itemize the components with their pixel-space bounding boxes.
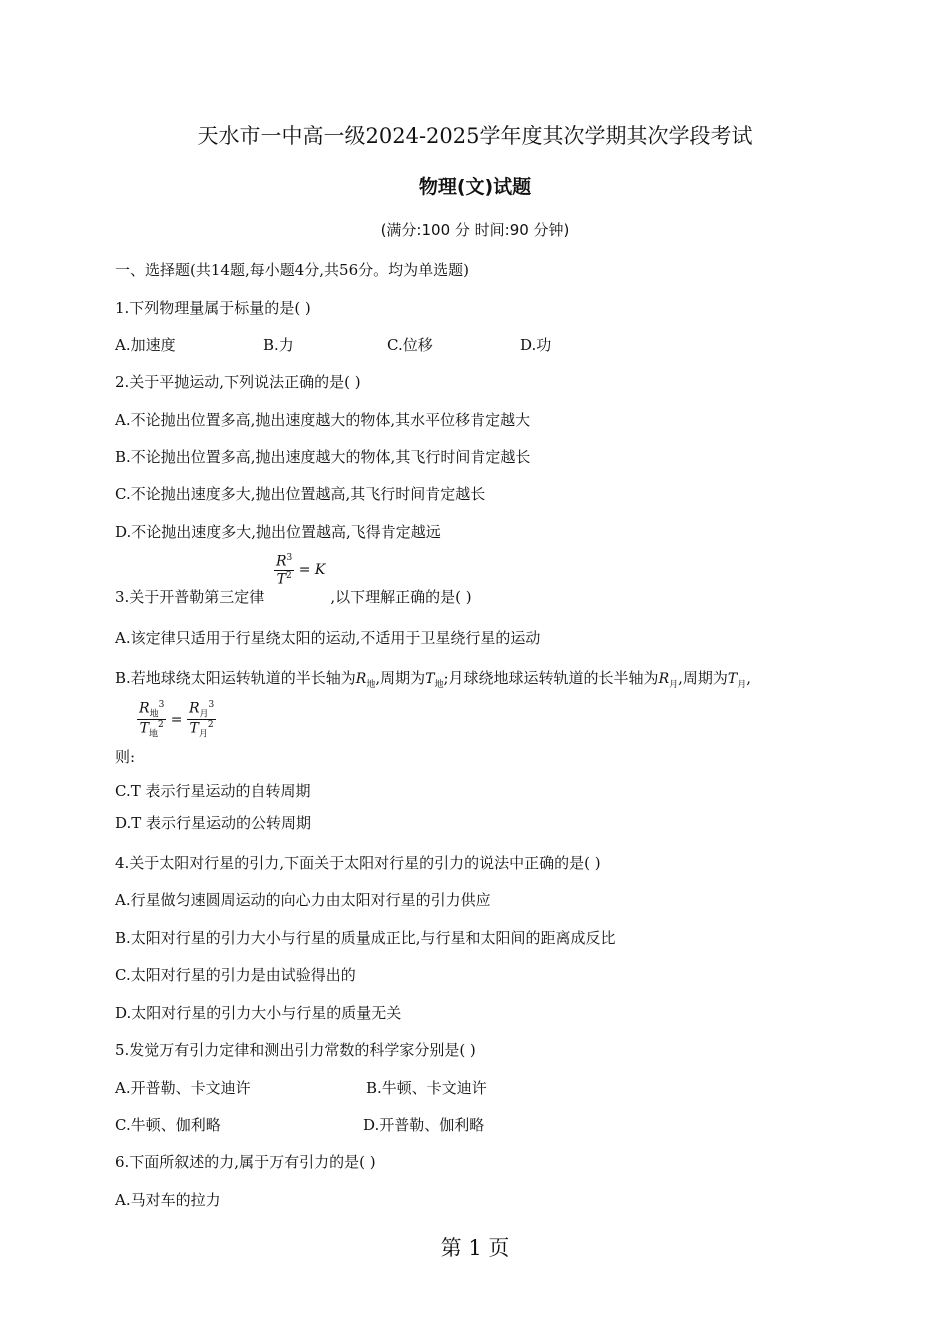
q3-option-d: D.T 表示行星运动的公转周期 <box>115 814 312 832</box>
q3-option-a: A.该定律只适用于行星绕太阳的运动,不适用于卫星绕行星的运动 <box>115 629 541 647</box>
q4-option-b: B.太阳对行星的引力大小与行星的质量成正比,与行星和太阳间的距离成反比 <box>115 929 616 947</box>
q3-then: 则: <box>115 748 136 766</box>
q5-stem: 5.发觉万有引力定律和测出引力常数的科学家分别是( ) <box>115 1041 476 1059</box>
q1-option-d: D.功 <box>520 336 552 354</box>
q3-stem-suffix: ,以下理解正确的是( ) <box>330 588 472 606</box>
q4-stem: 4.关于太阳对行星的引力,下面关于太阳对行星的引力的说法中正确的是( ) <box>115 854 601 872</box>
q5-option-c: C.牛顿、伽利略 <box>115 1116 221 1134</box>
q3-stem-prefix: 3.关于开普勒第三定律 <box>115 588 265 606</box>
page-number: 第 1 页 <box>440 1236 510 1260</box>
q2-option-a: A.不论抛出位置多高,抛出速度越大的物体,其水平位移肯定越大 <box>115 411 531 429</box>
kepler-rhs: = K <box>298 562 326 579</box>
q3-option-c: C.T 表示行星运动的自转周期 <box>115 782 311 800</box>
q5-option-d: D.开普勒、伽利略 <box>363 1116 485 1134</box>
q4-option-a: A.行星做匀速圆周运动的向心力由太阳对行星的引力供应 <box>115 891 491 909</box>
q1-option-b: B.力 <box>263 336 294 354</box>
q2-stem: 2.关于平抛运动,下列说法正确的是( ) <box>115 373 361 391</box>
q1-option-c: C.位移 <box>387 336 433 354</box>
q6-stem: 6.下面所叙述的力,属于万有引力的是( ) <box>115 1153 376 1171</box>
q1-option-a: A.加速度 <box>115 336 176 354</box>
q3-stem <box>115 587 472 607</box>
section-heading: 一、选择题(共14题,每小题4分,共56分。均为单选题) <box>115 261 469 279</box>
kepler-ratio <box>137 700 216 740</box>
q2-option-b: B.不论抛出位置多高,抛出速度越大的物体,其飞行时间肯定越长 <box>115 448 531 466</box>
q2-option-d: D.不论抛出速度多大,抛出位置越高,飞得肯定越远 <box>115 523 441 541</box>
subject-title: 物理(文)试题 <box>418 176 532 198</box>
q6-option-a: A.马对车的拉力 <box>115 1191 221 1209</box>
q3-option-b: B.若地球绕太阳运转轨道的半长轴为$R_地$,周期为$T_地$;月球绕地球运转轨道的长半轴为$R_月$,周期为$T_月$, <box>115 669 752 690</box>
kepler-formula <box>274 553 325 587</box>
q4-option-d: D.太阳对行星的引力大小与行星的质量无关 <box>115 1004 402 1022</box>
exam-info: (满分:100 分 时间:90 分钟) <box>380 221 570 239</box>
kepler-fraction: $\frac{R^3}{T^2}$ <box>276 553 293 588</box>
q4-option-c: C.太阳对行星的引力是由试验得出的 <box>115 966 356 984</box>
exam-title: 天水市一中高一级2024-2025学年度其次学期其次学段考试 <box>197 124 753 148</box>
ratio-equals: = <box>170 711 183 728</box>
q5-option-b: B.牛顿、卡文迪许 <box>366 1079 487 1097</box>
q5-option-a: A.开普勒、卡文迪许 <box>115 1079 251 1097</box>
ratio-right: $\frac{R_月^3}{T_月^2}$ <box>188 700 215 740</box>
q1-stem: 1.下列物理量属于标量的是( ) <box>115 299 311 317</box>
ratio-left: $\frac{R_地^3}{T_地^2}$ <box>139 700 165 740</box>
q2-option-c: C.不论抛出速度多大,抛出位置越高,其飞行时间肯定越长 <box>115 485 486 503</box>
